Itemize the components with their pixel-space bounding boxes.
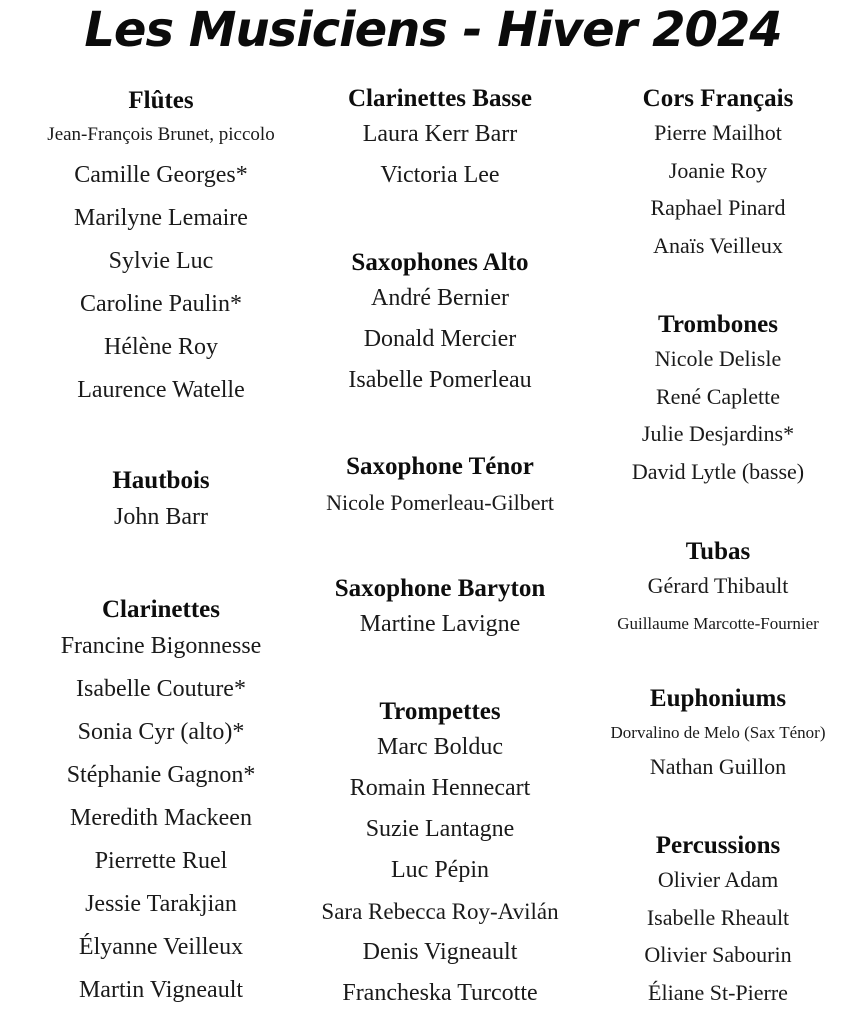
musician-name: André Bernier: [371, 285, 509, 311]
section-flutes: [0, 86, 322, 412]
musician-name: Caroline Paulin*: [80, 291, 242, 317]
musician-name: René Caplette: [655, 383, 780, 409]
section-euphoniums: [570, 684, 866, 782]
musician-name: Nathan Guillon: [649, 753, 787, 779]
musician-name: Olivier Sabourin: [644, 942, 792, 967]
section-heading: Saxophone Baryton: [334, 575, 546, 602]
musician-name: Pierre Mailhot: [654, 120, 782, 145]
musician-name: Isabelle Rheault: [646, 904, 790, 930]
section-clarinettes: [0, 595, 322, 1012]
musician-name: Francine Bigonnesse: [60, 633, 262, 659]
section-heading: Clarinettes: [101, 596, 221, 623]
musician-name: Anaïs Veilleux: [653, 232, 783, 258]
section-heading: Trombones: [658, 311, 778, 338]
musician-name: Élyanne Veilleux: [78, 934, 244, 960]
musician-name: Sylvie Luc: [108, 248, 214, 274]
section-saxophone-tenor: [290, 452, 590, 523]
section-heading: Tubas: [685, 538, 751, 565]
section-clarinettes-basse: [290, 84, 590, 196]
musician-name: Gérard Thibault: [647, 573, 789, 598]
musician-name: Julie Desjardins*: [641, 421, 795, 446]
musician-name: Suzie Lantagne: [365, 816, 515, 842]
musician-name: Martine Lavigne: [359, 611, 521, 637]
musician-name: Camille Georges*: [74, 162, 248, 188]
section-heading: Flûtes: [128, 87, 194, 114]
musician-name: Donald Mercier: [363, 326, 517, 352]
musician-name: Victoria Lee: [380, 162, 500, 188]
musician-name: Nicole Pomerleau-Gilbert: [326, 490, 554, 515]
musician-name: Olivier Adam: [657, 867, 779, 892]
musician-name: Hélène Roy: [104, 334, 218, 360]
musician-name: Luc Pépin: [391, 857, 489, 883]
musician-name: Dorvalino de Melo (Sax Ténor): [610, 723, 826, 742]
musician-name: Pierrette Ruel: [94, 848, 228, 874]
musician-name: Jean-François Brunet, piccolo: [47, 124, 275, 145]
musician-name: Martin Vigneault: [78, 977, 244, 1003]
musician-name: Jessie Tarakjian: [85, 891, 237, 917]
section-heading: Cors Français: [642, 85, 794, 112]
musician-name: Éliane St-Pierre: [648, 979, 788, 1005]
musician-name: Isabelle Pomerleau: [348, 367, 532, 393]
section-trompettes: [290, 697, 590, 1014]
musician-name: Denis Vigneault: [362, 939, 518, 965]
musician-name: Joanie Roy: [668, 157, 768, 183]
page-title: Les Musiciens - Hiver 2024: [84, 2, 782, 58]
section-heading: Saxophone Ténor: [346, 453, 534, 480]
section-heading: Euphoniums: [649, 685, 787, 712]
section-heading: Saxophones Alto: [351, 249, 529, 276]
section-heading: Clarinettes Basse: [348, 85, 532, 112]
section-heading: Trompettes: [379, 698, 501, 725]
musician-name: John Barr: [114, 504, 208, 530]
musician-name: Guillaume Marcotte-Fournier: [617, 613, 819, 633]
section-trombones: [570, 310, 866, 490]
musician-name: Marilyne Lemaire: [74, 205, 248, 231]
musician-name: Stéphanie Gagnon*: [66, 762, 256, 788]
musician-name: Nicole Delisle: [654, 346, 782, 371]
musician-name: Romain Hennecart: [349, 775, 531, 801]
section-heading: Hautbois: [112, 467, 210, 494]
section-saxophone-baryton: [290, 574, 590, 645]
section-saxophones-alto: [290, 248, 590, 401]
section-tubas: [570, 537, 866, 642]
section-heading: Percussions: [655, 832, 781, 859]
musician-name: Sonia Cyr (alto)*: [77, 719, 245, 745]
section-cors-francais: [570, 84, 866, 264]
musician-name: Francheska Turcotte: [342, 980, 538, 1006]
musician-name: Raphael Pinard: [650, 195, 786, 220]
section-hautbois: [0, 466, 322, 539]
musician-name: Laurence Watelle: [77, 377, 245, 403]
section-percussions: [570, 831, 866, 1011]
musician-name: Isabelle Couture*: [76, 676, 246, 702]
musician-name: Sara Rebecca Roy-Avilán: [321, 899, 559, 924]
musician-name: Marc Bolduc: [377, 734, 503, 760]
musician-name: David Lytle (basse): [631, 458, 805, 484]
musician-name: Meredith Mackeen: [70, 805, 252, 831]
musician-name: Laura Kerr Barr: [362, 121, 518, 147]
